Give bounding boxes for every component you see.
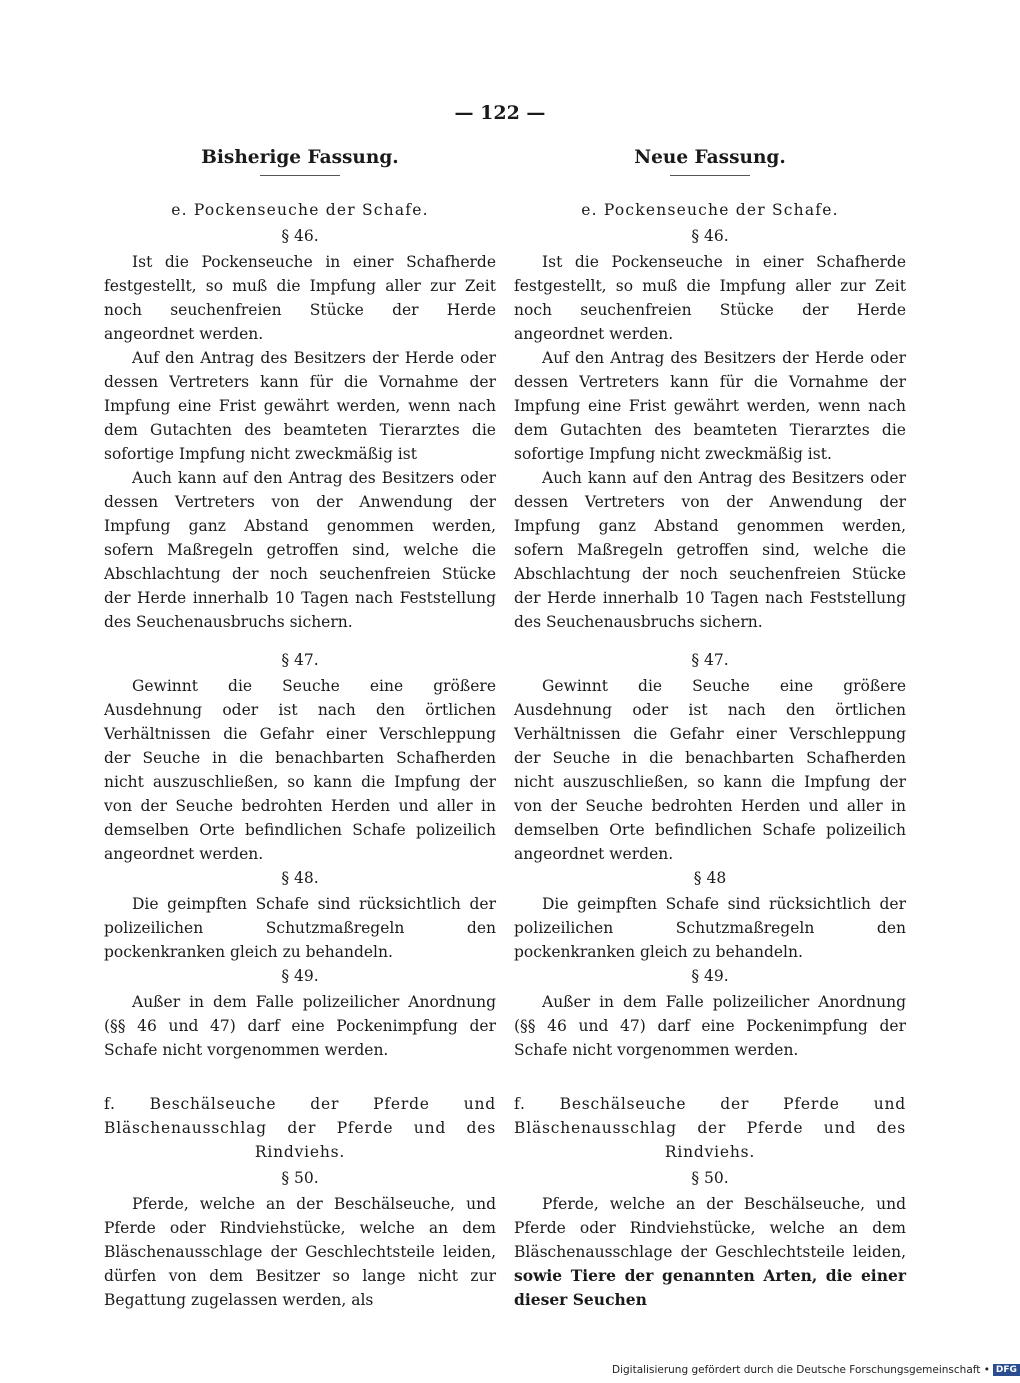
- paragraph-text-plain: Pferde, welche an der Beschälseuche, und Pferde oder Rindviehstücke, welche an dem Bläschenausschlage der Geschlechtsteile leiden,: [514, 1195, 906, 1261]
- paragraph-text-amended: sowie Tiere der genannten Arten, die einer dieser Seuchen: [514, 1266, 906, 1309]
- paragraph-text: Ist die Pockenseuche in einer Schafherde festgestellt, so muß die Impfung aller zur Zeit noch seuchenfreien Stücke der Herde angeordnet werden.: [104, 253, 496, 343]
- footer-text: Digitalisierung gefördert durch die Deutsche Forschungsgemeinschaft •: [612, 1364, 990, 1376]
- paragraph-text: [514, 1192, 906, 1312]
- paragraph-text: Außer in dem Falle polizeilicher Anordnung (§§ 46 und 47) darf eine Pockenimpfung der Schafe nicht vorgenommen werden.: [104, 993, 496, 1059]
- paragraph-text: Pferde, welche an der Beschälseuche, und Pferde oder Rindviehstücke, welche an dem Bläschenausschlage der Geschlechtsteile leiden, dürfen von dem Besitzer so lange nicht zur Begattung zugelassen werden, als: [104, 1195, 496, 1309]
- digitization-footer: [612, 1364, 1020, 1376]
- paragraph-number: § 46.: [691, 227, 729, 245]
- column-heading: Neue Fassung.: [634, 147, 786, 168]
- paragraph-text: Außer in dem Falle polizeilicher Anordnung (§§ 46 und 47) darf eine Pockenimpfung der Schafe nicht vorgenommen werden.: [514, 993, 906, 1059]
- paragraph-number: § 47.: [691, 651, 729, 669]
- paragraph-text: Auch kann auf den Antrag des Besitzers oder dessen Vertreters von der Anwendung der Impfung ganz Abstand genommen werden, sofern Maßregeln getroffen sind, welche die Abschlachtung der noch seuchenfreien Stücke der Herde innerhalb 10 Tagen nach Feststellung des Seuchenausbruchs sichern.: [104, 469, 496, 631]
- paragraph-number: § 47.: [281, 651, 319, 669]
- heading-divider: [260, 175, 340, 176]
- section-title: f. Beschälseuche der Pferde und Bläschenausschlag der Pferde und des Rindviehs.: [514, 1095, 906, 1161]
- paragraph-number: § 46.: [281, 227, 319, 245]
- section-title: f. Beschälseuche der Pferde und Bläschenausschlag der Pferde und des Rindviehs.: [104, 1095, 496, 1161]
- paragraph-text: Gewinnt die Seuche eine größere Ausdehnung oder ist nach den örtlichen Verhältnissen die Gefahr einer Verschleppung der Seuche in die benachbarten Schafherden nicht auszuschließen, so kann die Impfung der von der Seuche bedrohten Herden und aller in demselben Orte befindlichen Schafe polizeilich angeordnet werden.: [514, 677, 906, 863]
- heading-divider: [670, 175, 750, 176]
- column-new-version: [514, 145, 906, 1312]
- paragraph-text: Auch kann auf den Antrag des Besitzers oder dessen Vertreters von der Anwendung der Impfung ganz Abstand genommen werden, sofern Maßregeln getroffen sind, welche die Abschlachtung der noch seuchenfreien Stücke der Herde innerhalb 10 Tagen nach Feststellung des Seuchenausbruchs sichern.: [514, 469, 906, 631]
- paragraph-text: Gewinnt die Seuche eine größere Ausdehnung oder ist nach den örtlichen Verhältnissen die Gefahr einer Verschleppung der Seuche in die benachbarten Schafherden nicht auszuschließen, so kann die Impfung der von der Seuche bedrohten Herden und aller in demselben Orte befindlichen Schafe polizeilich angeordnet werden.: [104, 677, 496, 863]
- paragraph-text: Die geimpften Schafe sind rücksichtlich der polizeilichen Schutzmaßregeln den pockenkranken gleich zu behandeln.: [104, 895, 496, 961]
- paragraph-number: § 49.: [691, 967, 729, 985]
- paragraph-number: § 50.: [691, 1169, 729, 1187]
- paragraph-number: § 48.: [281, 869, 319, 887]
- column-old-version: [104, 145, 496, 1312]
- section-title: e. Pockenseuche der Schafe.: [581, 201, 839, 219]
- paragraph-number: § 49.: [281, 967, 319, 985]
- page-number: — 122 —: [454, 102, 546, 124]
- paragraph-text: Auf den Antrag des Besitzers der Herde oder dessen Vertreters kann für die Vornahme der Impfung eine Frist gewährt werden, wenn nach dem Gutachten des beamteten Tierarztes die sofortige Impfung nicht zweckmäßig ist: [104, 349, 496, 463]
- paragraph-text: Die geimpften Schafe sind rücksichtlich der polizeilichen Schutzmaßregeln den pockenkranken gleich zu behandeln.: [514, 895, 906, 961]
- dfg-logo-icon: DFG: [993, 1364, 1020, 1376]
- paragraph-number: § 48: [693, 869, 727, 887]
- paragraph-text: Auf den Antrag des Besitzers der Herde oder dessen Vertreters kann für die Vornahme der Impfung eine Frist gewährt werden, wenn nach dem Gutachten des beamteten Tierarztes die sofortige Impfung nicht zweckmäßig ist.: [514, 349, 906, 463]
- column-heading: Bisherige Fassung.: [201, 147, 399, 168]
- paragraph-text: Ist die Pockenseuche in einer Schafherde festgestellt, so muß die Impfung aller zur Zeit noch seuchenfreien Stücke der Herde angeordnet werden.: [514, 253, 906, 343]
- paragraph-number: § 50.: [281, 1169, 319, 1187]
- section-title: e. Pockenseuche der Schafe.: [171, 201, 429, 219]
